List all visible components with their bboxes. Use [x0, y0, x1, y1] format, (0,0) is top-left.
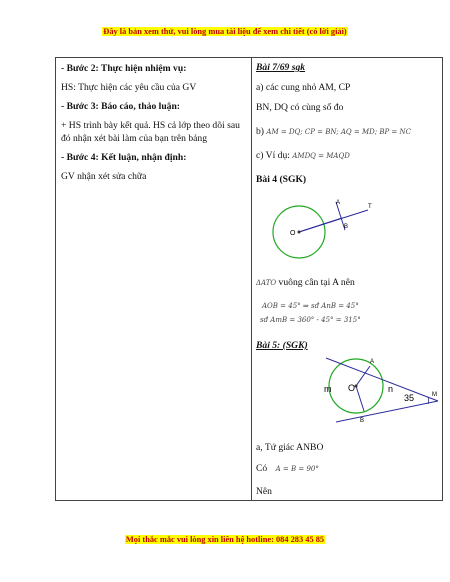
co-line — [256, 463, 319, 474]
triangle-math: ΔATO — [256, 279, 277, 287]
label-b: B — [344, 224, 349, 230]
co-math: A = B = 90° — [275, 465, 319, 473]
b-label: b) — [256, 126, 264, 137]
label-m-arc: m — [324, 384, 332, 394]
bai7-c — [256, 150, 350, 161]
circle-tangent-figure — [256, 194, 376, 264]
b-math: AM = DQ; CP = BN; AQ = MD; BP = NC — [266, 128, 411, 136]
hotline-banner-text: Mọi thắc mắc vui lòng xin liên hệ hotline: 084 283 45 85 — [125, 535, 325, 544]
step2-text: HS: Thực hiện các yêu cầu của GV — [61, 82, 197, 93]
label-b: B — [360, 418, 365, 424]
label-o: O — [290, 230, 296, 237]
preview-banner-text: Đây là bản xem thử, vui lòng mua tài liệu để xem chi tiết (có lời giải) — [103, 27, 347, 36]
bai7-a-line1: a) các cung nhỏ AM, CP — [256, 82, 351, 93]
label-n-arc: n — [388, 384, 394, 394]
tu-giac-line: a, Tứ giác ANBO — [256, 442, 324, 453]
radius-ob — [356, 386, 364, 411]
step2-title: - Bước 2: Thực hiện nhiệm vụ: — [61, 63, 187, 74]
hotline-banner — [0, 535, 450, 544]
label-o: O — [348, 383, 356, 393]
label-a: A — [370, 359, 375, 365]
label-a: A — [336, 200, 341, 206]
triangle-line — [256, 277, 355, 288]
center-point — [298, 231, 301, 234]
bai7-b — [256, 126, 411, 137]
step3-text: + HS trình bày kết quả. HS cả lớp theo dõi sau đó nhận xét bài làm của bạn trên bảng — [61, 120, 240, 144]
bai4-title: Bài 4 (SGK) — [256, 174, 307, 185]
nen-line: Nên — [256, 486, 272, 497]
radius-oa — [299, 218, 342, 232]
c-label: c) Ví dụ: — [256, 150, 290, 161]
angle-arc — [428, 397, 429, 404]
step4-text: GV nhận xét sửa chữa — [61, 171, 147, 182]
step3-title: - Bước 3: Báo cáo, thảo luận: — [61, 101, 180, 112]
radius-oa — [356, 366, 370, 386]
bai7-a-line2: BN, DQ có cùng số đo — [256, 102, 344, 113]
label-angle: 35 — [404, 393, 415, 403]
triangle-text: vuông cân tại A nên — [278, 277, 355, 288]
bai7-title: Bài 7/69 sgk — [256, 62, 306, 73]
preview-banner — [0, 27, 450, 36]
label-m-point: M — [432, 392, 437, 398]
lesson-table — [55, 57, 443, 501]
circle-two-tangents-figure — [256, 354, 442, 432]
column-divider — [251, 58, 252, 500]
left-column — [61, 62, 247, 189]
tangent-mb — [336, 401, 438, 422]
equation-2: sđ AmB = 360° - 45° = 315° — [260, 316, 361, 324]
equation-1: AOB = 45° ⇒ sđ AnB = 45° — [262, 302, 359, 310]
step4-title: - Bước 4: Kết luận, nhận định: — [61, 152, 187, 163]
label-t: T — [368, 204, 372, 210]
c-math: AMDQ = MAQD — [292, 152, 350, 160]
bai5-title: Bài 5: (SGK) — [256, 340, 308, 351]
co-label: Có — [256, 463, 268, 474]
